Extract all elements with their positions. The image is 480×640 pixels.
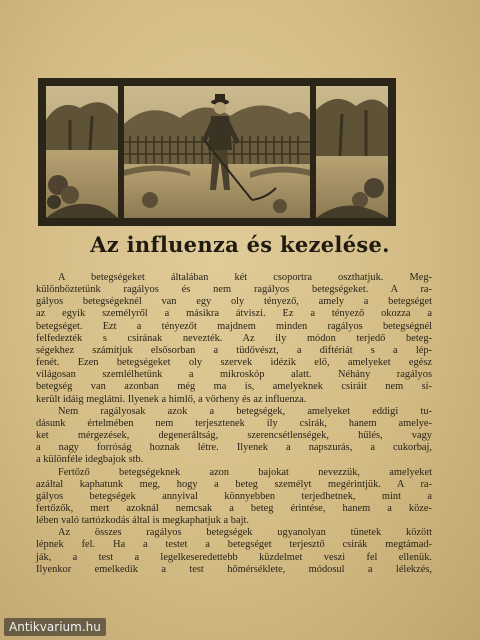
- text-line: Ilyenkor emelkedik a test hőmérséklete, módosul a lélekzés,: [36, 563, 432, 575]
- text-line: Fertőző betegségeknek azon bajokat nevezzük, amelyeket: [58, 466, 432, 478]
- text-line: betegséget. Ezt a tényezőt majdnem minden ragályos betegségnél: [36, 320, 432, 332]
- text-line: A betegségeket általában két csoportra oszthatjuk. Meg-: [58, 272, 432, 283]
- text-line: az egyik személyről a másikra átviszi. Ez a tényező okozza a: [36, 308, 432, 320]
- text-line: Az összes ragályos betegségek ugyanolyan tünetek között: [58, 527, 432, 539]
- text-line: ségekhez számítjuk elsősorban a tüdővészt, a diftériát s a lép-: [36, 344, 432, 356]
- text-line: dásunk értelmében nem terjesztenek ily csirák, hanem amelye-: [36, 417, 432, 429]
- watermark: Antikvarium.hu: [4, 618, 106, 636]
- text-line: azáltal kaphatunk meg, hogy a beteg személyt megérintjük. A ra-: [36, 478, 432, 490]
- text-line: felfedezték s csirának nevezték. Az ily módon terjedő beteg-: [36, 332, 432, 344]
- text-line: lében való tartózkodás által is megkaphatjuk a bajt.: [36, 515, 249, 527]
- text-line: fenét. Ezen betegségeket oly szervek idézik elő, amelyeket egész: [36, 357, 432, 369]
- article-title: Az influenza és kezelése.: [90, 232, 390, 257]
- text-line: került idáig meglátni. Ilyenek a himlő, a vörheny és az influenza.: [36, 393, 307, 405]
- text-line: gályos betegségeknél van egy oly tényező, amely a betegséget: [36, 296, 432, 308]
- text-line: Nem ragályosak azok a betegségek, amelyeket eddigi tu-: [58, 405, 432, 417]
- engraving-icon: [40, 80, 394, 224]
- text-line: a nagy forróság hoznak létre. Ilyenek a napszurás, a cukorbaj,: [36, 442, 432, 454]
- text-line: betegség van azonban még ma is, amelyeknek csiráit nem si-: [36, 381, 432, 393]
- text-line: a különféle idegbajok stb.: [36, 454, 144, 466]
- text-line: világosan szemlélhetünk a mikroskóp alatt. Néhány ragályos: [36, 369, 432, 381]
- article-body: [36, 272, 432, 576]
- text-line: különböztetünk ragályos és nem ragályos betegségeket. A ra-: [36, 284, 432, 296]
- text-line: fertőzők, mert azoknál nemcsak a beteg érintése, hanem a köze-: [36, 502, 432, 514]
- text-line: ják, a test a legelkeseredettebb küzdelmet veszi fel ellenük.: [36, 551, 432, 563]
- text-line: gályos betegségek annyival könnyebben terjedhetnek, mint a: [36, 490, 432, 502]
- text-line: ket mérgezések, degeneráltság, szerencsétlenségek, hűlés, vagy: [36, 430, 432, 442]
- illustration-gardener-with-scythe: [38, 78, 396, 226]
- text-line: lépnek fel. Ha a testet a betegséget terjesztő csirák megtámad-: [36, 539, 432, 551]
